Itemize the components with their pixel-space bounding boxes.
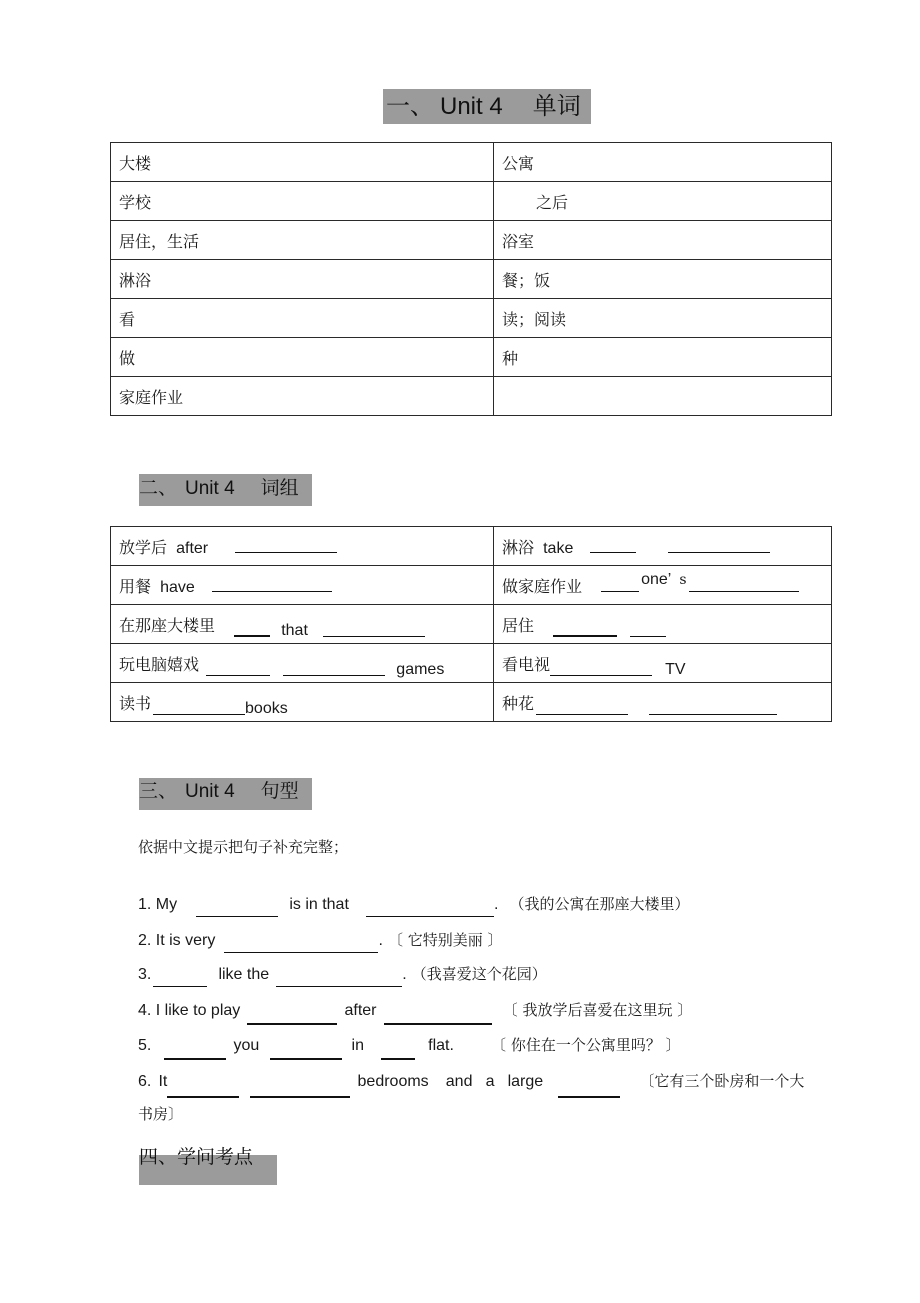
sentence-text: in: [351, 1037, 364, 1054]
table-row: [111, 260, 832, 299]
answer-blank[interactable]: [384, 1009, 492, 1025]
sentence-text: like the: [218, 966, 270, 983]
answer-blank[interactable]: [630, 622, 666, 637]
answer-blank[interactable]: [668, 538, 770, 553]
table-row: [111, 338, 832, 377]
answer-blank[interactable]: [247, 1009, 337, 1025]
section3-unit: Unit 4: [185, 781, 235, 802]
phrase-table: [110, 526, 832, 722]
table-row: [111, 683, 832, 722]
sentence-text: 1. My: [138, 896, 178, 913]
answer-blank[interactable]: [550, 661, 652, 676]
table-row: [111, 605, 832, 644]
section2-heading: [139, 474, 312, 506]
answer-blank[interactable]: [153, 972, 207, 987]
sentence-hint: （我的公寓在那座大楼里）: [509, 895, 690, 913]
sentence-2: [138, 929, 503, 950]
answer-blank[interactable]: [270, 1044, 342, 1060]
sentence-text: 2. It is very: [138, 932, 216, 949]
sentence-text: flat.: [428, 1037, 454, 1054]
phrase-en: that: [281, 621, 308, 639]
sentence-text: 6.: [138, 1073, 152, 1090]
sentence-hint: 〔 它特别美丽 〕: [388, 931, 503, 949]
section4-heading: 四、学问考点: [139, 1146, 254, 1168]
sentence-text: 4. I like to play: [138, 1002, 241, 1019]
sentence-6: [138, 1070, 804, 1091]
section1-heading: [383, 89, 591, 124]
phrase-cn: 读书: [119, 693, 152, 713]
answer-blank[interactable]: [234, 621, 270, 637]
answer-blank[interactable]: [553, 621, 617, 637]
section2-title: 词组: [260, 477, 299, 499]
phrase-en: after: [176, 539, 209, 557]
phrase-cell: [494, 527, 832, 566]
answer-blank[interactable]: [164, 1044, 226, 1060]
sentence-text: you: [233, 1037, 260, 1054]
answer-blank[interactable]: [283, 661, 385, 676]
sentence-text: and: [445, 1073, 473, 1090]
answer-blank[interactable]: [558, 1082, 620, 1098]
table-row: [111, 221, 832, 260]
phrase-cn: 用餐: [119, 576, 152, 596]
answer-blank[interactable]: [196, 902, 278, 917]
vocab-cell: [494, 182, 832, 221]
sentence-hint: （我喜爱这个花园）: [411, 965, 547, 983]
phrase-cell: [111, 644, 494, 683]
phrase-cn: 淋浴: [502, 537, 535, 557]
table-row: [111, 299, 832, 338]
answer-blank[interactable]: [601, 577, 639, 592]
vocab-cell: 做: [111, 338, 494, 377]
vocab-cell: 家庭作业: [111, 377, 494, 416]
table-row: [111, 182, 832, 221]
phrase-en: have: [160, 578, 195, 596]
vocab-cell: 看: [111, 299, 494, 338]
phrase-cn: 看电视: [502, 654, 551, 674]
phrase-en: games: [396, 660, 445, 678]
sentence-text: after: [344, 1002, 377, 1019]
vocab-cell: 公寓: [494, 143, 832, 182]
phrase-cell: [494, 566, 832, 605]
vocab-cell: [494, 377, 832, 416]
answer-blank[interactable]: [590, 538, 636, 553]
phrase-cn: 居住: [502, 615, 535, 635]
sentence-hint: 〔 我放学后喜爱在这里玩 〕: [502, 1001, 693, 1019]
sentence-3: [138, 963, 547, 984]
vocab-cell: 浴室: [494, 221, 832, 260]
answer-blank[interactable]: [381, 1044, 415, 1060]
phrase-en: TV: [665, 660, 686, 678]
answer-blank[interactable]: [235, 538, 337, 553]
sentence-text: 3.: [138, 966, 152, 983]
answer-blank[interactable]: [276, 972, 402, 987]
phrase-cell: [494, 605, 832, 644]
phrase-cell: [111, 605, 494, 644]
vocab-cell: 种: [494, 338, 832, 377]
section3-number: 三、: [139, 780, 178, 802]
table-row: [111, 644, 832, 683]
answer-blank[interactable]: [366, 902, 494, 917]
sentence-hint: 〔它有三个卧房和一个大: [639, 1072, 805, 1090]
vocab-cell: 餐；饭: [494, 260, 832, 299]
phrase-cn: 做家庭作业: [502, 576, 583, 596]
sentence-text: .: [402, 966, 407, 983]
answer-blank[interactable]: [167, 1082, 239, 1098]
answer-blank[interactable]: [212, 577, 332, 592]
sentence-5: [138, 1034, 681, 1055]
answer-blank[interactable]: [224, 938, 378, 953]
table-row: [111, 527, 832, 566]
vocab-cell: 淋浴: [111, 260, 494, 299]
table-row: [111, 566, 832, 605]
section1-unit: Unit 4: [440, 93, 503, 120]
phrase-cn: 在那座大楼里: [119, 615, 216, 635]
vocab-cell: 大楼: [111, 143, 494, 182]
phrase-cn: 玩电脑嬉戏: [119, 654, 200, 674]
sentence-text: is in that: [289, 896, 349, 913]
answer-blank[interactable]: [649, 700, 777, 715]
vocab-cell: 居住，生活: [111, 221, 494, 260]
sentence-text: It: [158, 1073, 168, 1090]
phrase-cell: [494, 683, 832, 722]
answer-blank[interactable]: [206, 661, 270, 676]
answer-blank[interactable]: [536, 700, 628, 715]
phrase-cn: 放学后: [119, 537, 168, 557]
phrase-cn: 种花: [502, 693, 535, 713]
phrase-cell: [111, 527, 494, 566]
section1-number: 一、: [386, 92, 434, 120]
sentence-text: bedrooms: [357, 1073, 429, 1090]
answer-blank[interactable]: [323, 622, 425, 637]
table-row: [111, 377, 832, 416]
sentence-text: a: [485, 1073, 495, 1090]
section2-unit: Unit 4: [185, 478, 235, 499]
vocab-cell: 学校: [111, 182, 494, 221]
phrase-en: one’: [641, 570, 672, 588]
sentence-text: .: [494, 896, 499, 913]
phrase-cell: [111, 566, 494, 605]
section2-number: 二、: [139, 477, 178, 499]
instruction-text: 依据中文提示把句子补充完整；: [138, 838, 349, 856]
sentence-4: [138, 999, 692, 1020]
phrase-suffix: s: [679, 571, 687, 588]
phrase-cell: [111, 683, 494, 722]
table-row: [111, 143, 832, 182]
vocab-table: [110, 142, 832, 416]
sentence-6-continuation: 书房〕: [138, 1105, 184, 1123]
answer-blank[interactable]: [153, 700, 245, 715]
phrase-en: take: [543, 539, 574, 557]
vocab-cell: 读；阅读: [494, 299, 832, 338]
sentence-text: 5.: [138, 1037, 152, 1054]
answer-blank[interactable]: [689, 577, 799, 592]
sentence-text: .: [378, 932, 383, 949]
vocab-cell-text: 之后: [536, 192, 569, 212]
sentence-1: [138, 893, 690, 914]
phrase-en: books: [245, 699, 288, 717]
section3-heading: [139, 778, 312, 810]
section3-title: 句型: [260, 780, 299, 802]
section1-title: 单词: [532, 92, 581, 120]
answer-blank[interactable]: [250, 1082, 350, 1098]
sentence-text: large: [507, 1073, 544, 1090]
sentence-hint: 〔 你住在一个公寓里吗？ 〕: [491, 1036, 681, 1054]
phrase-cell: [494, 644, 832, 683]
